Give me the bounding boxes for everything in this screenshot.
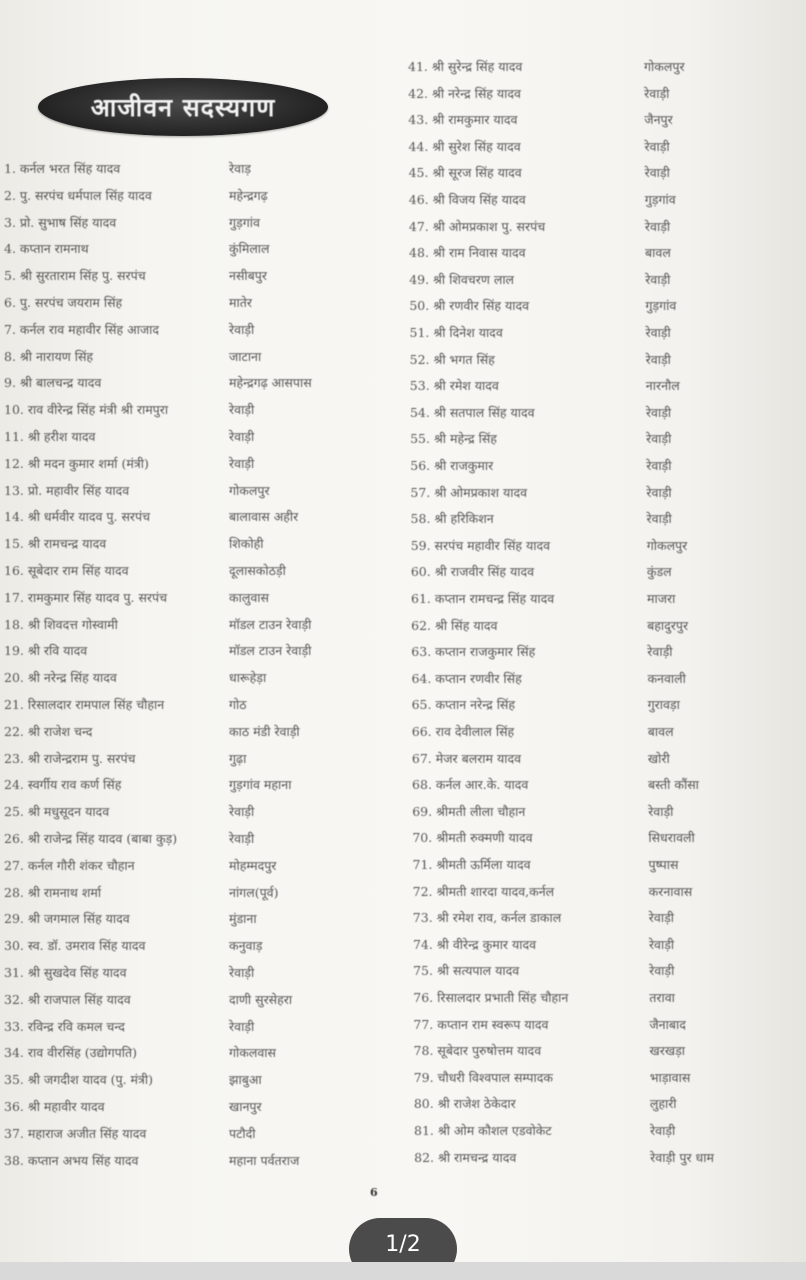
member-name: 56. श्री राजकुमार xyxy=(410,458,494,473)
member-name: 9. श्री बालचन्द्र यादव xyxy=(4,375,102,391)
member-name: 75. श्री सत्यपाल यादव xyxy=(413,963,520,979)
member-place: गोकलवास xyxy=(229,1045,276,1061)
member-place: बहादुरपुर xyxy=(647,617,689,633)
member-place: भाड़ावास xyxy=(649,1069,691,1085)
member-place: शिकोही xyxy=(229,536,264,552)
member-place: रेवाड़ी xyxy=(648,910,675,926)
member-name: 7. कर्नल राव महावीर सिंह आजाद xyxy=(4,321,160,337)
member-name: 2. पु. सरपंच धर्मपाल सिंह यादव xyxy=(4,187,152,203)
member-name: 1. कर्नल भरत सिंह यादव xyxy=(4,161,121,176)
member-name: 73. श्री रमेश राव, कर्नल डाकाल xyxy=(412,910,562,926)
member-place: महाना पर्वतराज xyxy=(229,1152,300,1168)
member-name: 66. राव देवीलाल सिंह xyxy=(411,724,515,739)
member-name: 3. प्रो. सुभाष सिंह यादव xyxy=(4,214,117,230)
member-place: कालुवास xyxy=(229,589,269,605)
member-name: 76. रिसालदार प्रभाती सिंह चौहान xyxy=(413,990,569,1005)
member-place: गोकलपुर xyxy=(229,482,270,498)
member-place: रेवाड़ी xyxy=(647,644,673,660)
member-place: सिधरावली xyxy=(648,830,695,846)
member-name: 20. श्री नरेन्द्र सिंह यादव xyxy=(4,670,117,686)
member-place: गोठ xyxy=(229,697,247,712)
member-place: मुंडाना xyxy=(229,911,257,927)
member-place: नांगल(पूर्व) xyxy=(229,884,279,900)
member-name: 63. कप्तान राजकुमार सिंह xyxy=(411,644,536,660)
member-name: 54. श्री सतपाल सिंह यादव xyxy=(409,404,535,420)
member-place: लुहारी xyxy=(649,1096,677,1112)
member-name: 17. रामकुमार सिंह यादव पु. सरपंच xyxy=(4,589,168,605)
member-place: खोरी xyxy=(647,750,670,766)
member-place: महेन्द्रगढ़ आसपास xyxy=(229,375,312,391)
member-place: तरावा xyxy=(649,990,675,1005)
member-place: मोहम्मदपुर xyxy=(229,857,277,873)
member-name: 55. श्री महेन्द्र सिंह xyxy=(410,431,497,447)
member-name: 59. सरपंच महावीर सिंह यादव xyxy=(410,537,551,553)
member-place: मातेर xyxy=(229,295,252,310)
member-place: गुरावड़ा xyxy=(647,697,680,713)
member-name: 52. श्री भगत सिंह xyxy=(409,351,495,367)
member-place: नारनौल xyxy=(645,378,680,394)
member-place: रेवाड़ी xyxy=(646,458,672,473)
member-name: 28. श्री रामनाथ शर्मा xyxy=(4,884,102,900)
member-name: 81. श्री ओम कौशल एडवोकेट xyxy=(414,1123,552,1138)
member-name: 62. श्री सिंह यादव xyxy=(411,617,498,633)
member-place: बावल xyxy=(647,724,674,739)
member-name: 43. श्री रामकुमार यादव xyxy=(408,112,518,128)
member-place: रेवाड़ी xyxy=(645,351,671,367)
member-name: 68. कर्नल आर.के. यादव xyxy=(412,777,529,793)
member-place: काठ मंडी रेवाड़ी xyxy=(229,723,300,739)
member-place: कुंडल xyxy=(646,564,672,580)
member-place: जैनाबाद xyxy=(649,1016,686,1032)
member-place: रेवाड़ी xyxy=(648,936,675,952)
member-place: खानपुर xyxy=(229,1099,262,1114)
member-place: रेवाड़ी xyxy=(644,85,670,101)
member-place: नसीबपुर xyxy=(229,268,267,284)
member-place: करनावास xyxy=(648,883,693,899)
member-name: 29. श्री जगमाल सिंह यादव xyxy=(4,911,130,927)
member-name: 46. श्री विजय सिंह यादव xyxy=(408,192,526,207)
member-place: रेवाड़ी xyxy=(229,455,255,471)
member-place: जाटाना xyxy=(229,348,262,364)
member-place: रेवाड़ी xyxy=(229,429,255,444)
member-place: बावल xyxy=(645,245,671,261)
member-place: रेवाड़ी xyxy=(646,511,672,527)
member-name: 21. रिसालदार रामपाल सिंह चौहान xyxy=(4,697,165,712)
member-place: रेवाड़ी xyxy=(646,484,672,500)
member-name: 78. सूबेदार पुरुषोत्तम यादव xyxy=(413,1043,542,1059)
member-name: 77. कप्तान राम स्वरूप यादव xyxy=(413,1016,549,1032)
member-name: 23. श्री राजेन्द्रराम पु. सरपंच xyxy=(4,750,136,766)
member-place: पुष्पास xyxy=(648,857,679,872)
member-name: 31. श्री सुखदेव सिंह यादव xyxy=(4,965,127,980)
member-name: 32. श्री राजपाल सिंह यादव xyxy=(4,991,131,1007)
page-title: आजीवन सदस्यगण xyxy=(90,93,276,122)
member-name: 48. श्री राम निवास यादव xyxy=(409,245,526,261)
member-name: 64. कप्तान रणवीर सिंह xyxy=(411,670,522,686)
member-name: 72. श्रीमती शारदा यादव,कर्नल xyxy=(412,883,555,899)
member-place: रेवाड़ी xyxy=(644,218,671,234)
member-name: 11. श्री हरीश यादव xyxy=(4,429,96,444)
member-name: 65. कप्तान नरेन्द्र सिंह xyxy=(411,697,516,713)
member-name: 41. श्री सुरेन्द्र सिंह यादव xyxy=(408,59,523,74)
member-place: बस्ती कौंसा xyxy=(648,777,699,793)
member-name: 50. श्री रणवीर सिंह यादव xyxy=(409,298,530,314)
member-place: झाबुआ xyxy=(229,1072,262,1088)
member-name: 5. श्री सुरताराम सिंह पु. सरपंच xyxy=(4,268,146,284)
member-name: 35. श्री जगदीश यादव (पु. मंत्री) xyxy=(4,1072,154,1088)
member-name: 14. श्री धर्मवीर यादव पु. सरपंच xyxy=(4,509,151,525)
member-name: 38. कप्तान अभय सिंह यादव xyxy=(4,1152,139,1168)
member-name: 18. श्री शिवदत्त गोस्वामी xyxy=(4,616,118,632)
member-name: 44. श्री सुरेश सिंह यादव xyxy=(408,138,521,154)
member-name: 51. श्री दिनेश यादव xyxy=(409,325,503,340)
member-name: 53. श्री रमेश यादव xyxy=(409,378,499,394)
member-name: 24. स्वर्गीय राव कर्ण सिंह xyxy=(4,777,122,793)
member-place: रेवाड़ी xyxy=(645,271,671,287)
member-name: 67. मेजर बलराम यादव xyxy=(411,750,522,766)
member-place: दाणी सुरसेहरा xyxy=(229,991,293,1007)
member-name: 37. महाराज अजीत सिंह यादव xyxy=(4,1125,147,1141)
member-place: कनुवाड़ xyxy=(229,938,263,954)
member-name: 30. स्व. डॉ. उमराव सिंह यादव xyxy=(4,938,146,954)
member-place: रेवाड़ी xyxy=(645,325,671,340)
member-name: 49. श्री शिवचरण लाल xyxy=(409,271,515,287)
member-place: गुड़गांव xyxy=(645,298,677,314)
member-place: रेवाड़ी पुर धाम xyxy=(650,1149,714,1165)
member-name: 60. श्री राजवीर सिंह यादव xyxy=(410,564,535,580)
member-place: रेवाड़ी xyxy=(646,431,672,447)
page-indicator-label: 1/2 xyxy=(385,1232,421,1257)
member-name: 74. श्री वीरेन्द्र कुमार यादव xyxy=(412,936,537,952)
member-place: कुंमिलाल xyxy=(229,241,270,257)
member-place: माजरा xyxy=(647,591,676,606)
member-place: गुड़गांव xyxy=(644,192,676,207)
title-banner xyxy=(38,78,328,136)
member-place: कनवाली xyxy=(647,670,686,686)
member-name: 80. श्री राजेश ठेकेदार xyxy=(413,1096,516,1112)
member-place: रेवाड़ी xyxy=(649,963,675,979)
member-name: 8. श्री नारायण सिंह xyxy=(4,348,94,364)
member-place: रेवाड़ी xyxy=(648,803,674,819)
member-place: रेवाड़ी xyxy=(644,138,670,154)
member-place: गोकलपुर xyxy=(646,537,688,553)
member-place: मॉडल टाउन रेवाड़ी xyxy=(229,616,312,632)
viewer-bottom-bar xyxy=(0,1262,806,1280)
member-name: 45. श्री सूरज सिंह यादव xyxy=(408,165,522,181)
member-place: गोकलपुर xyxy=(644,59,685,74)
member-name: 36. श्री महावीर यादव xyxy=(4,1099,105,1114)
member-place: मॉडल टाउन रेवाड़ी xyxy=(229,643,312,659)
member-name: 33. रविन्द्र रवि कमल चन्द xyxy=(4,1018,125,1034)
member-place: जैनपुर xyxy=(644,112,673,128)
member-place: धारूहेड़ा xyxy=(229,670,267,686)
member-name: 57. श्री ओमप्रकाश यादव xyxy=(410,484,528,500)
member-place: रेवाड़ी xyxy=(229,402,255,418)
member-place: रेवाड़ी xyxy=(645,404,672,420)
member-name: 42. श्री नरेन्द्र सिंह यादव xyxy=(408,85,521,101)
member-name: 22. श्री राजेश चन्द xyxy=(4,723,93,739)
member-name: 12. श्री मदन कुमार शर्मा (मंत्री) xyxy=(4,455,149,471)
member-place: खरखड़ा xyxy=(649,1043,686,1059)
member-place: रेवाड़ी xyxy=(229,1018,255,1034)
member-place: रेवाड़ी xyxy=(644,165,670,181)
member-place: रेवाड़ी xyxy=(229,804,255,820)
member-name: 47. श्री ओमप्रकाश पु. सरपंच xyxy=(408,218,546,234)
member-name: 71. श्रीमती ऊर्मिला यादव xyxy=(412,857,531,872)
member-place: रेवाड़ी xyxy=(229,965,255,980)
member-name: 4. कप्तान रामनाथ xyxy=(4,241,89,257)
member-name: 82. श्री रामचन्द्र यादव xyxy=(414,1149,517,1165)
member-name: 61. कप्तान रामचन्द्र सिंह यादव xyxy=(411,591,555,606)
member-name: 15. श्री रामचन्द्र यादव xyxy=(4,536,107,552)
member-place: गुड़गांव महाना xyxy=(229,777,292,793)
member-name: 79. चौधरी विश्वपाल सम्पादक xyxy=(413,1069,553,1085)
member-name: 69. श्रीमती लीला चौहान xyxy=(412,803,526,819)
member-place: रेवाड़ी xyxy=(650,1123,676,1138)
member-place: पटौदी xyxy=(229,1125,256,1141)
member-place: गुड़गांव xyxy=(229,214,260,230)
member-place: रेवाड़ी xyxy=(229,321,255,337)
member-place: महेन्द्रगढ़ xyxy=(229,187,268,203)
member-name: 25. श्री मधुसूदन यादव xyxy=(4,804,110,820)
member-place: रेवाड़ी xyxy=(229,831,255,846)
member-name: 34. राव वीरसिंह (उद्योगपति) xyxy=(4,1045,137,1061)
member-name: 6. पु. सरपंच जयराम सिंह xyxy=(4,295,123,310)
member-name: 58. श्री हरिकिशन xyxy=(410,511,494,527)
member-name: 26. श्री राजेन्द्र सिंह यादव (बाबा कुड़) xyxy=(4,831,178,846)
member-place: गुढ़ा xyxy=(229,750,247,766)
member-name: 16. सूबेदार राम सिंह यादव xyxy=(4,563,129,578)
member-name: 13. प्रो. महावीर सिंह यादव xyxy=(4,482,130,498)
member-name: 10. राव वीरेन्द्र सिंह मंत्री श्री रामपुरा xyxy=(4,402,169,418)
member-place: दूलासकोठड़ी xyxy=(229,563,286,578)
member-name: 70. श्रीमती रुक्मणी यादव xyxy=(412,830,533,846)
page-number: 6 xyxy=(370,1186,378,1199)
member-place: रेवाड़ xyxy=(229,161,251,176)
member-place: बालावास अहीर xyxy=(229,509,299,525)
member-name: 27. कर्नल गौरी शंकर चौहान xyxy=(4,857,135,873)
member-name: 19. श्री रवि यादव xyxy=(4,643,88,659)
